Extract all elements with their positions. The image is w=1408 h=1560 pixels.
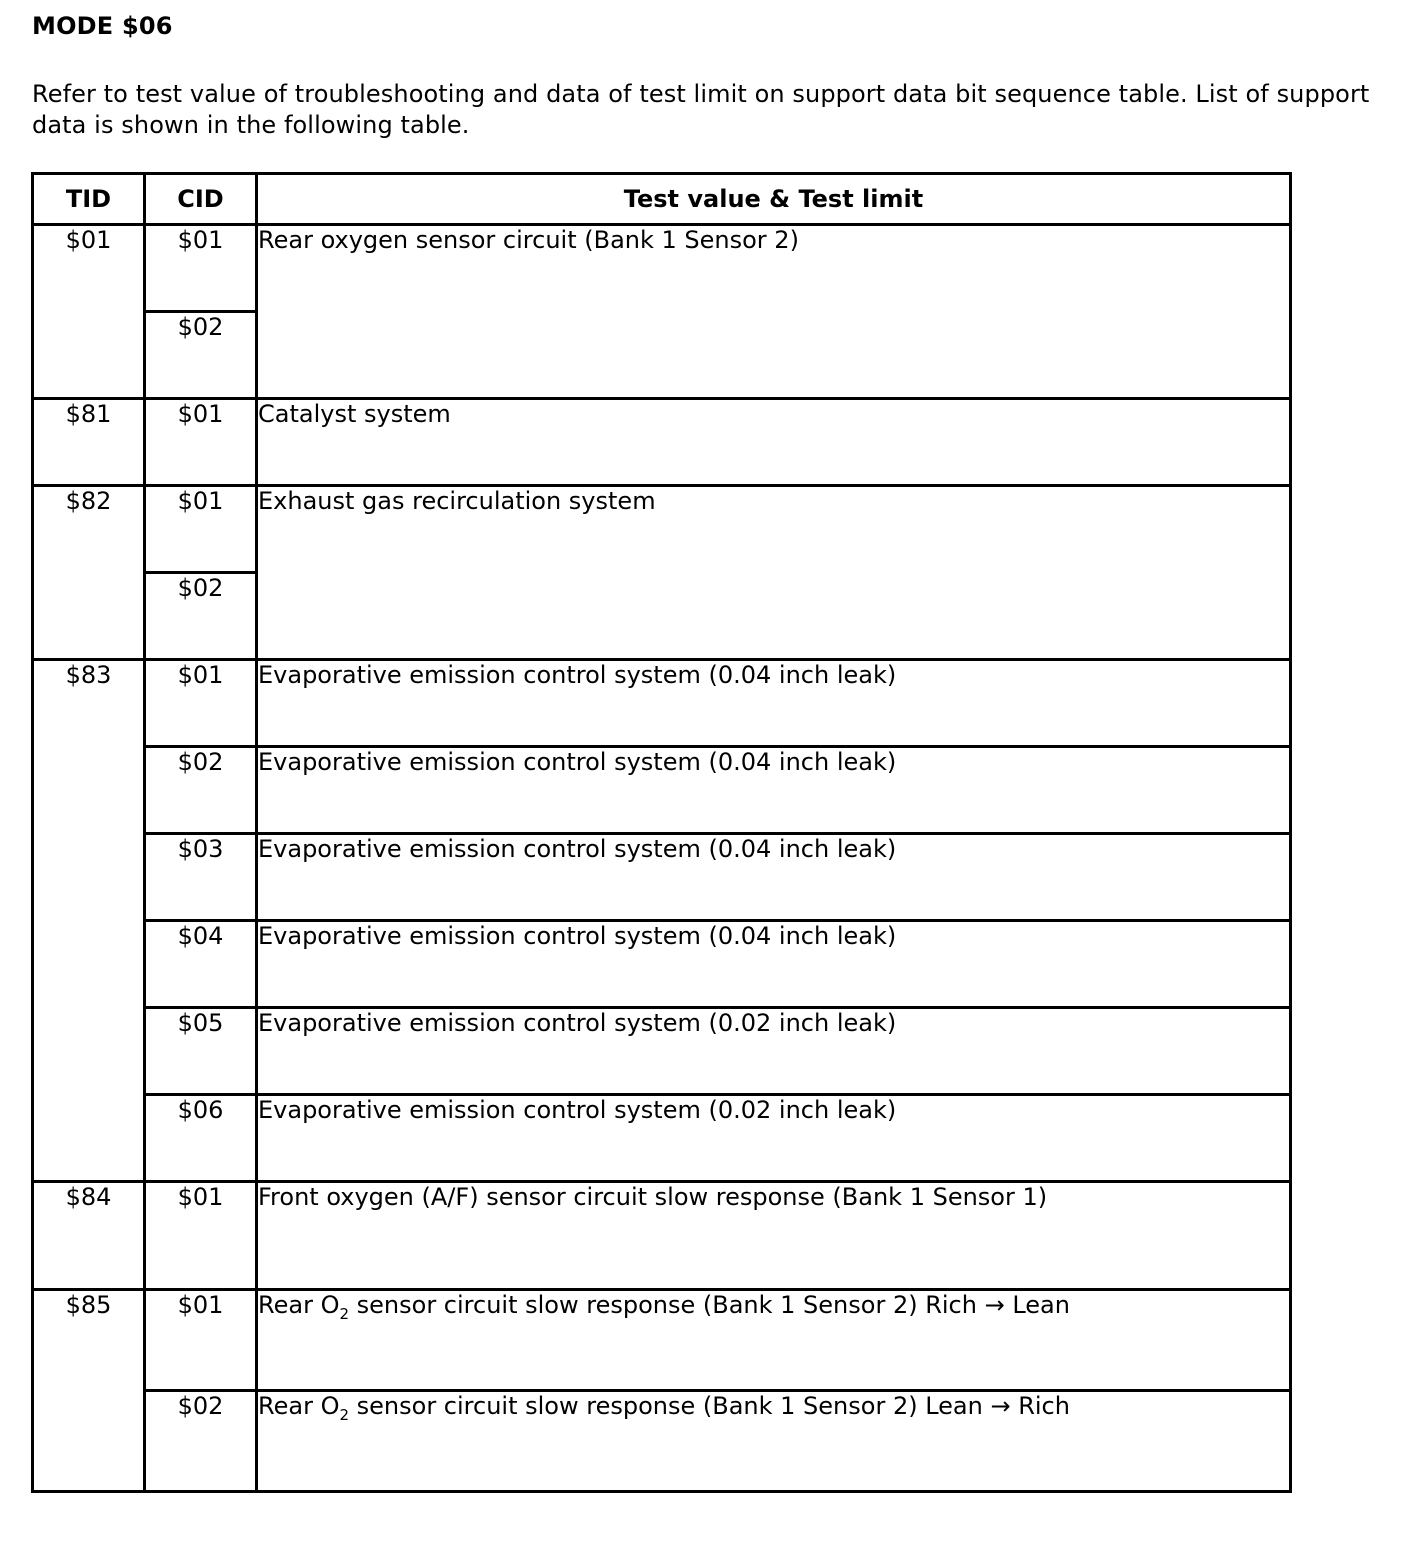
description-cell	[257, 1290, 1291, 1391]
page-title: MODE $06	[32, 12, 173, 40]
cid-cell: $01	[145, 225, 257, 312]
support-data-table	[31, 172, 1292, 1493]
table-row	[33, 834, 1291, 921]
cid-cell: $05	[145, 1008, 257, 1095]
description-cell: Evaporative emission control system (0.04 inch leak)	[257, 921, 1291, 1008]
tid-cell: $83	[33, 660, 145, 1182]
description-cell: Evaporative emission control system (0.04 inch leak)	[257, 747, 1291, 834]
description-cell: Evaporative emission control system (0.04 inch leak)	[257, 834, 1291, 921]
cid-cell: $02	[145, 1391, 257, 1492]
intro-paragraph: Refer to test value of troubleshooting and data of test limit on support data bit sequence table. List of support data is shown in the following table.	[32, 80, 1370, 139]
table-row	[33, 747, 1291, 834]
cid-cell: $02	[145, 747, 257, 834]
cid-cell: $01	[145, 399, 257, 486]
table-row	[33, 486, 1291, 573]
description-cell: Evaporative emission control system (0.02 inch leak)	[257, 1008, 1291, 1095]
cid-cell: $01	[145, 486, 257, 573]
tid-cell: $01	[33, 225, 145, 399]
cid-cell: $02	[145, 573, 257, 660]
cid-cell: $06	[145, 1095, 257, 1182]
cid-cell: $02	[145, 312, 257, 399]
table-row	[33, 1008, 1291, 1095]
description-prefix: Rear O	[258, 1392, 340, 1420]
description-cell: Exhaust gas recirculation system	[257, 486, 1291, 660]
description-cell	[257, 1391, 1291, 1492]
cid-cell: $01	[145, 1182, 257, 1290]
description-cell: Front oxygen (A/F) sensor circuit slow response (Bank 1 Sensor 1)	[257, 1182, 1291, 1290]
cid-cell: $01	[145, 1290, 257, 1391]
tid-cell: $84	[33, 1182, 145, 1290]
description-cell: Evaporative emission control system (0.04 inch leak)	[257, 660, 1291, 747]
tid-cell: $81	[33, 399, 145, 486]
table-row	[33, 660, 1291, 747]
description-cell: Catalyst system	[257, 399, 1291, 486]
subscript: 2	[339, 1305, 350, 1323]
table-row	[33, 1391, 1291, 1492]
table-row	[33, 921, 1291, 1008]
table-row	[33, 399, 1291, 486]
description-cell: Rear oxygen sensor circuit (Bank 1 Sensor 2)	[257, 225, 1291, 399]
header-test-value: Test value & Test limit	[257, 174, 1291, 225]
tid-cell: $82	[33, 486, 145, 660]
table-row	[33, 1182, 1291, 1290]
tid-cell: $85	[33, 1290, 145, 1492]
description-prefix: Rear O	[258, 1291, 340, 1319]
description-cell: Evaporative emission control system (0.02 inch leak)	[257, 1095, 1291, 1182]
header-cid: CID	[145, 174, 257, 225]
subscript: 2	[339, 1406, 350, 1424]
table-row	[33, 1095, 1291, 1182]
table-row	[33, 225, 1291, 312]
cid-cell: $03	[145, 834, 257, 921]
table-header-row	[33, 174, 1291, 225]
description-suffix: sensor circuit slow response (Bank 1 Sensor 2) Lean → Rich	[349, 1392, 1070, 1420]
table-row	[33, 1290, 1291, 1391]
header-tid: TID	[33, 174, 145, 225]
cid-cell: $01	[145, 660, 257, 747]
description-suffix: sensor circuit slow response (Bank 1 Sensor 2) Rich → Lean	[349, 1291, 1070, 1319]
cid-cell: $04	[145, 921, 257, 1008]
